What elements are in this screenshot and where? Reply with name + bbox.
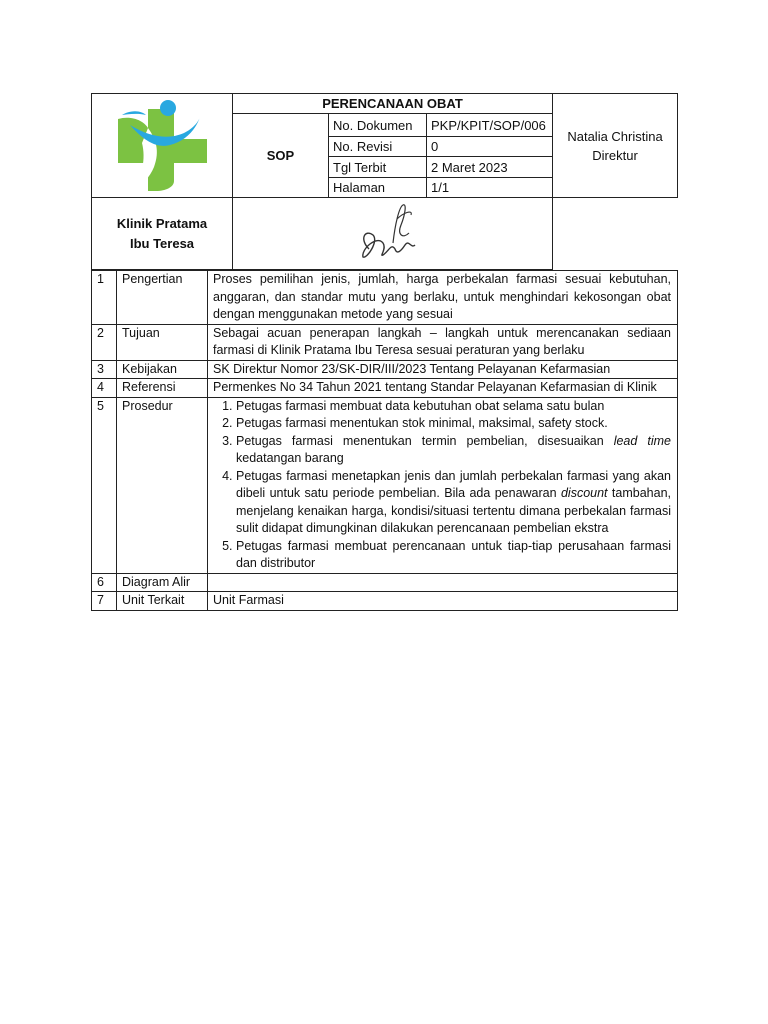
field-label: Halaman (329, 177, 427, 197)
field-value: 1/1 (427, 177, 553, 197)
row-label: Kebijakan (117, 360, 208, 379)
table-row (92, 271, 678, 325)
row-label: Prosedur (117, 397, 208, 573)
procedure-step: 5. Petugas farmasi membuat perencanaan untuk tiap-tiap perusahaan farmasi dan distributor (236, 538, 671, 573)
row-text: Unit Farmasi (208, 592, 678, 611)
row-text: SK Direktur Nomor 23/SK-DIR/III/2023 Tentang Pelayanan Kefarmasian (208, 360, 678, 379)
clinic-logo-icon (112, 95, 212, 193)
row-number: 6 (92, 573, 117, 592)
procedure-cell (208, 397, 678, 573)
field-label: No. Revisi (329, 136, 427, 156)
row-label: Unit Terkait (117, 592, 208, 611)
table-row (92, 324, 678, 360)
procedure-step: 2. Petugas farmasi menentukan stok minimal, maksimal, safety stock. (236, 415, 671, 433)
row-number: 1 (92, 271, 117, 325)
table-row (92, 360, 678, 379)
field-value: PKP/KPIT/SOP/006 (427, 114, 553, 137)
signature-cell (233, 198, 553, 270)
row-text (208, 573, 678, 592)
row-text: Sebagai acuan penerapan langkah – langkah untuk merencanakan sediaan farmasi di Klinik Pratama Ibu Teresa sesuai peraturan yang berlaku (208, 324, 678, 360)
director-cell (553, 94, 678, 198)
row-label: Tujuan (117, 324, 208, 360)
row-label: Referensi (117, 379, 208, 398)
field-value: 0 (427, 136, 553, 156)
table-row (92, 573, 678, 592)
sop-label: SOP (233, 114, 329, 198)
procedure-step: 4. Petugas farmasi menetapkan jenis dan jumlah perbekalan farmasi yang akan dibeli untuk satu periode pembelian. Bila ada penawaran discount tambahan, menjelang kenaikan harga, kondisi/situasi tertentu dimana perbekalan farmasi sulit didapat dimungkinan dilakukan perencanaan pembelian ekstra (236, 468, 671, 538)
table-row (92, 379, 678, 398)
row-label: Pengertian (117, 271, 208, 325)
row-number: 5 (92, 397, 117, 573)
procedure-step: 3. Petugas farmasi menentukan termin pembelian, disesuaikan lead time kedatangan barang (236, 433, 671, 468)
document-title: PERENCANAAN OBAT (233, 94, 553, 114)
row-text: Proses pemilihan jenis, jumlah, harga perbekalan farmasi sesuai kebutuhan, anggaran, dan standar mutu yang berlaku, untuk menghindari kekosongan obat dengan menggunakan metode yang sesuai (208, 271, 678, 325)
sop-header-table (91, 93, 678, 270)
row-number: 4 (92, 379, 117, 398)
director-name: Natalia Christina (567, 128, 663, 144)
field-label: No. Dokumen (329, 114, 427, 137)
row-number: 7 (92, 592, 117, 611)
procedure-step: 1. Petugas farmasi membuat data kebutuhan obat selama satu bulan (236, 398, 671, 416)
table-row (92, 397, 678, 573)
row-label: Diagram Alir (117, 573, 208, 592)
table-row (92, 592, 678, 611)
clinic-name: Klinik Pratama Ibu Teresa (92, 198, 233, 270)
signature-icon (353, 199, 433, 265)
row-number: 2 (92, 324, 117, 360)
field-value: 2 Maret 2023 (427, 157, 553, 177)
field-label: Tgl Terbit (329, 157, 427, 177)
sop-content-table (91, 270, 678, 611)
director-title: Direktur (592, 147, 638, 163)
row-number: 3 (92, 360, 117, 379)
procedure-list (213, 398, 671, 573)
logo-cell (92, 94, 233, 198)
row-text: Permenkes No 34 Tahun 2021 tentang Standar Pelayanan Kefarmasian di Klinik (208, 379, 678, 398)
